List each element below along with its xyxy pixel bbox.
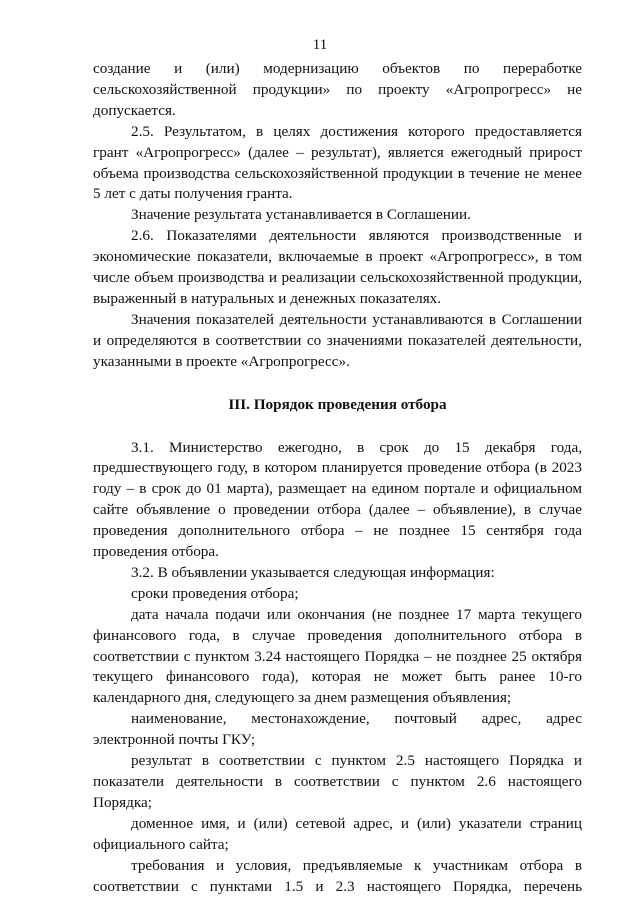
paragraph: создание и (или) модернизацию объектов по переработке сельскохозяйственной продукции» по проекту «Агропрогресс» не допускается. bbox=[93, 60, 582, 119]
list-item: доменное имя, и (или) сетевой адрес, и (или) указатели страниц официального сайта; bbox=[93, 814, 582, 853]
paragraph: Значение результата устанавливается в Соглашении. bbox=[131, 206, 471, 224]
document-body bbox=[93, 59, 582, 897]
section-heading: III. Порядок проведения отбора bbox=[228, 395, 447, 413]
list-item: наименование, местонахождение, почтовый адрес, адрес электронной почты ГКУ; bbox=[93, 710, 582, 749]
list-item: результат в соответствии с пунктом 2.5 настоящего Порядка и показатели деятельности в соответствии с пунктом 2.6 настоящего Порядка; bbox=[93, 752, 582, 811]
list-item: требования и условия, предъявляемые к участникам отбора в соответствии с пунктами 1.5 и 2.3 настоящего Порядка, перечень bbox=[93, 856, 582, 895]
page-number: 11 bbox=[312, 37, 328, 53]
paragraph-3-1: 3.1. Министерство ежегодно, в срок до 15 декабря года, предшествующего году, в котором планируется проведение отбора (в 2023 году – в срок до 01 марта), размещает на едином портале и официальном сайте объявление о проведении отбора (далее – объявление), в случае проведения дополнительного отбора – не позднее 15 сентября года проведения отбора. bbox=[93, 438, 582, 561]
list-item: сроки проведения отбора; bbox=[131, 584, 299, 602]
paragraph: Значения показателей деятельности устанавливаются в Соглашении и определяются в соответствии со значениями показателей деятельности, указанными в проекте «Агропрогресс». bbox=[93, 310, 582, 370]
list-item: дата начала подачи или окончания (не позднее 17 марта текущего финансового года, в случае проведения дополнительного отбора в соответствии с пунктом 3.24 настоящего Порядка – не позднее 25 октября текущего финансового года), которая не может быть ранее 10-го календарного дня, следующего за днем размещения объявления; bbox=[93, 605, 582, 707]
paragraph-2-6: 2.6. Показателями деятельности являются производственные и экономические показатели, включаемые в проект «Агропрогресс», в том числе объем производства и реализации сельскохозяйственной продукции, выраженный в натуральных и денежных показателях. bbox=[93, 227, 582, 307]
paragraph-2-5: 2.5. Результатом, в целях достижения которого предоставляется грант «Агропрогресс» (далее – результат), является ежегодный прирост объема производства сельскохозяйственной продукции в течение не менее 5 лет с даты получения гранта. bbox=[93, 122, 582, 203]
paragraph-3-2: 3.2. В объявлении указывается следующая информация: bbox=[131, 563, 495, 581]
